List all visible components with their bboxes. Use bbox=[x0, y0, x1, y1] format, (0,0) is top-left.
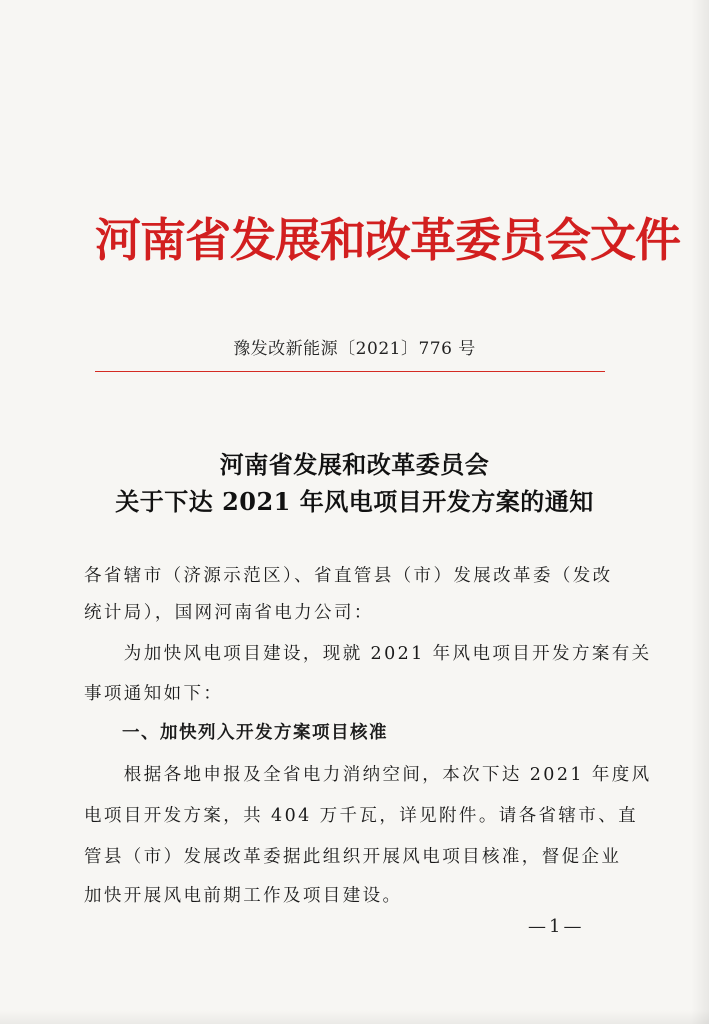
intro-line-1: 为加快风电项目建设，现就 2021 年风电项目开发方案有关 bbox=[84, 644, 652, 664]
scan-shadow-right bbox=[691, 0, 709, 1024]
title-line-2: 关于下达 2021 年风电项目开发方案的通知 bbox=[115, 487, 594, 516]
masthead-title: 河南省发展和改革委员会文件 bbox=[95, 213, 680, 267]
document-number: 豫发改新能源〔2021〕776 号 bbox=[233, 339, 476, 359]
section-1-line-2: 电项目开发方案，共 404 万千瓦，详见附件。请各省辖市、直 bbox=[84, 806, 639, 826]
addressee-line-1: 各省辖市（济源示范区）、省直管县（市）发展改革委（发改 bbox=[84, 566, 613, 586]
red-divider bbox=[95, 371, 605, 372]
section-1-line-4: 加快开展风电前期工作及项目建设。 bbox=[84, 886, 403, 906]
section-1-heading: 一、加快列入开发方案项目核准 bbox=[84, 723, 388, 743]
page-number: —1— bbox=[528, 916, 585, 937]
section-1-line-3: 管县（市）发展改革委据此组织开展风电项目核准，督促企业 bbox=[84, 847, 622, 867]
section-1-line-1: 根据各地申报及全省电力消纳空间，本次下达 2021 年度风 bbox=[84, 765, 652, 785]
intro-line-2: 事项通知如下： bbox=[84, 684, 224, 704]
addressee-line-2: 统计局），国网河南省电力公司： bbox=[84, 603, 374, 623]
title-line-1: 河南省发展和改革委员会 bbox=[219, 450, 490, 479]
scan-shadow-bottom bbox=[0, 1010, 709, 1024]
